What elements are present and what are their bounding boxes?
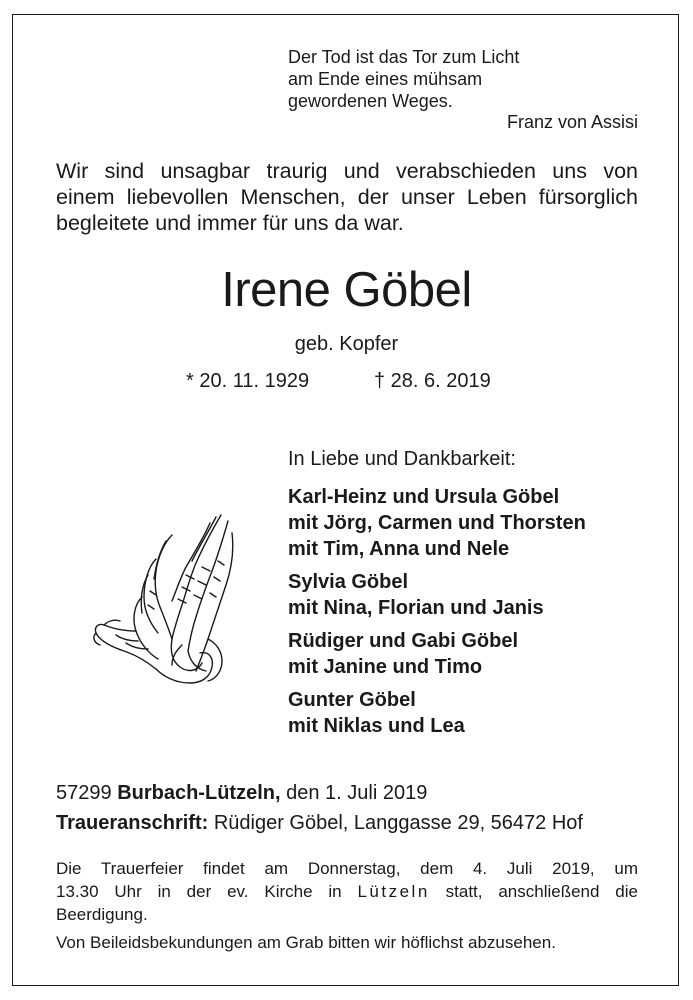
mourner-line: Sylvia Göbel <box>288 571 409 593</box>
mourner-group <box>288 484 586 562</box>
mourner-line: Karl-Heinz und Ursula Göbel <box>288 486 560 508</box>
funeral-line-part: statt, anschließend die <box>445 882 638 901</box>
funeral-line: Die Trauerfeier findet am Donnerstag, dem 4. Juli 2019, um <box>56 859 638 878</box>
mourner-line: mit Nina, Florian und Janis <box>288 597 544 619</box>
mourner-group <box>288 569 586 621</box>
funeral-info <box>56 857 638 926</box>
intro-line: Wir sind unsagbar traurig und verabschieden uns von <box>56 159 638 183</box>
funeral-line-part: 13.30 Uhr in der ev. Kirche in <box>56 882 342 901</box>
quote-line: gewordenen Weges. <box>288 91 453 111</box>
praying-hands-icon <box>86 505 246 695</box>
intro-line: einem liebevollen Menschen, der unser Leben fürsorglich <box>56 185 638 209</box>
deceased-name: Irene Göbel <box>221 263 472 317</box>
mourners-intro: In Liebe und Dankbarkeit: <box>288 448 516 470</box>
mourner-line: Gunter Göbel <box>288 689 416 711</box>
notice-date: den 1. Juli 2019 <box>286 782 428 804</box>
funeral-place: Lützeln <box>357 882 430 901</box>
quote-line: Der Tod ist das Tor zum Licht <box>288 47 520 67</box>
intro-text <box>56 158 638 236</box>
place-date <box>56 782 427 805</box>
mourner-line: Rüdiger und Gabi Göbel <box>288 630 518 652</box>
maiden-name: geb. Kopfer <box>294 333 399 355</box>
death-date: † 28. 6. 2019 <box>374 370 491 392</box>
quote-author: Franz von Assisi <box>506 112 638 132</box>
mourner-group <box>288 628 586 680</box>
quote <box>288 46 519 112</box>
mourner-line: mit Tim, Anna und Nele <box>288 538 510 560</box>
funeral-line <box>56 880 638 903</box>
funeral-line: Beerdigung. <box>56 905 148 924</box>
mourner-line: mit Jörg, Carmen und Thorsten <box>288 512 586 534</box>
mourner-group <box>288 687 586 739</box>
mourning-address-label: Traueranschrift: <box>56 812 209 834</box>
mourning-address <box>56 812 583 835</box>
mourning-address-value: Rüdiger Göbel, Langgasse 29, 56472 Hof <box>213 812 583 834</box>
intro-line: begleitete und immer für uns da war. <box>56 211 404 235</box>
mourner-line: mit Janine und Timo <box>288 656 483 678</box>
condolences-note: Von Beileidsbekundungen am Grab bitten wir höflichst abzusehen. <box>56 933 556 952</box>
birth-date: * 20. 11. 1929 <box>186 370 310 392</box>
quote-line: am Ende eines mühsam <box>288 69 483 89</box>
mourner-line: mit Niklas und Lea <box>288 715 465 737</box>
place-name: Burbach-Lützeln, <box>117 782 281 804</box>
mourners-list <box>288 484 586 746</box>
postcode: 57299 <box>56 782 112 804</box>
